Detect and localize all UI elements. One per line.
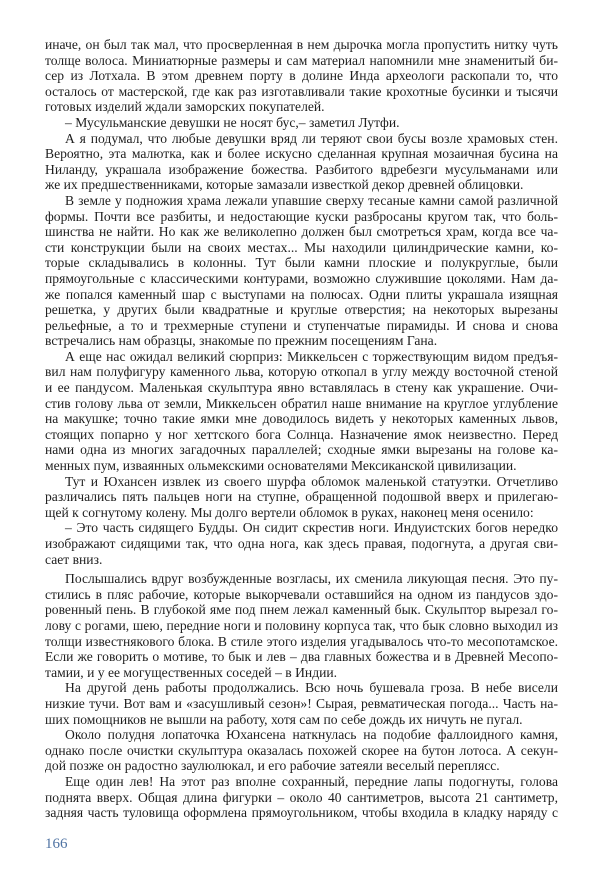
text-line: сер из Лотхала. В этом древнем порту в долине Инда археологи раскопали то, что [45,68,558,84]
text-line: сает вниз. [45,551,103,567]
text-line: нами одна из многих загадочных параллелей; сходные ямки вырезаны на голове ка- [45,442,558,458]
text-line: на макушке; точно такие ямки мне доводилось видеть у некоторых каменных львов, [45,411,558,427]
text-line: В земле у подножия храма лежали упавшие сверху тесаные камни самой различной [65,192,558,208]
text-line: Послышались вдруг возбужденные возгласы, их сменила ликующая песня. Это пу- [65,571,558,587]
text-line: тамии, и у ее могущественных соседей – в Индии. [45,664,338,680]
paragraph [45,774,558,821]
page-body-text [45,37,558,821]
text-line: поднята вверх. Общая длина фигурки – около 40 сантиметров, высота 21 сантиметр, [45,789,558,805]
text-line: лову с рогами, шею, передние ноги и половину корпуса так, что бык словно выходил из [45,617,558,633]
paragraph [45,727,558,774]
text-line: Если же говорить о мотиве, то бык и лев – два главных божества и в Древней Месопо- [45,649,558,665]
text-line: сти конструкции были на своих местах... Мы находили цилиндрические камни, ко- [45,239,558,255]
text-line: готовых изделий ждали заморских покупателей. [45,99,325,115]
text-line: ших помощников не вышли на работу, хотя сам по себе дождь их ничуть не пугал. [45,711,523,727]
text-line: стоящих попарно у ног хеттского бога Солнца. Назначение ямок неизвестно. Перед [45,426,558,442]
paragraph [45,680,558,727]
text-line: толще волоса. Миниатюрные размеры и сам материал напомнили мне знаменитый би- [45,52,558,68]
text-line: различались пять пальцев ноги на ступне, обращенной подошвой вверх и прилегаю- [45,489,558,505]
text-line: ровенный пень. В глубокой яме под пнем лежал каменный бык. Скульптор вырезал го- [45,602,558,618]
text-line: На другой день работы продолжались. Всю ночь бушевала гроза. В небе висели [65,680,558,696]
text-line: Ниланду, украшала изображение божества. Разбитого вдребезги мусульманами или [45,161,558,177]
page-number: 166 [45,836,68,852]
paragraph [45,571,558,680]
text-line: Около полудня лопаточка Юхансена наткнулась на подобие фаллоидного камня, [65,727,558,743]
text-line: осталось от мастерской, где как раз изготавливали такие крохотные бусинки и тысячи [45,83,558,99]
text-line: встречались нам образцы, знакомые по прежним посещениям Гана. [45,333,438,349]
paragraph [45,474,558,521]
text-line: толщи известнякового блока. В стиле этого изделия угадывалось что-то месопотамское. [45,633,558,649]
text-line: Тут и Юхансен извлек из своего шурфа обломок маленькой статуэтки. Отчетливо [65,473,558,489]
paragraph [45,115,558,131]
text-line: А еще нас ожидал великий сюрприз: Миккельсен с торжествующим видом предъя- [65,348,558,364]
text-line: низкие тучи. Вот вам и «засушливый сезон»! Сырая, ревматическая погода... Часть на- [45,695,558,711]
text-line: – Мусульманские девушки не носят бус,– заметил Лутфи. [65,114,400,130]
text-line: и ее пандусом. Маленькая скульптура явно вставлялась в стену как украшение. Очи- [45,380,558,396]
text-line: задняя часть туловища оформлена прямоугольником, чтобы входила в кладку наряду с [45,805,558,821]
text-line: изображают сидящими так, что одна нога, как здесь правая, подогнута, а другая сви- [45,536,558,551]
paragraph [45,37,558,115]
text-line: стились в пляс рабочие, которые выкорчевали оставшийся на одном из пандусов здо- [45,586,558,602]
text-line: – Это часть сидящего Будды. Он сидит скрестив ноги. Индуистских богов нередко [65,520,558,536]
text-line: Вероятно, эта малютка, как и более искусно сделанная крупная мозаичная бусина на [45,146,558,162]
paragraph [45,520,558,567]
paragraph [45,193,558,349]
text-line: шинства не найти. Но как же великолепно должен был смотреться храм, когда все ча- [45,224,558,240]
text-line: иначе, он был так мал, что просверленная в нем дырочка могла пропустить нитку чуть [45,37,558,52]
text-line: прямоугольные с классическими контурами, возможно служившие цоколями. Нам да- [45,270,558,286]
text-line: же попался каменный шар с выступами на полюсах. Одни плиты украшала изящная [45,286,558,302]
text-line: А я подумал, что любые девушки вряд ли теряют свои бусы возле храмовых стен. [65,130,558,146]
text-line: менных пум, изваянных ольмекскими основателями Мексиканской цивилизации. [45,458,517,474]
text-line: дой позже он радостно заулюлюкал, и его рабочие затеяли веселый переплясс. [45,758,500,774]
text-line: однако после очистки скульптура оказалась похожей скорее на бутон лотоса. А секун- [45,742,558,758]
text-line: Еще один лев! На этот раз вполне сохранный, передние лапы подогнуты, голова [65,773,558,789]
text-line: щей к согнутому колену. Мы долго вертели обломок в руках, наконец меня осенило: [45,504,534,520]
paragraph [45,131,558,193]
text-line: же их предшественниками, которые замазали известкой декор древней облицовки. [45,177,524,193]
text-line: стив голову льва от земли, Миккельсен обратил наше внимание на круглое углубление [45,395,558,411]
text-line: вил нам полуфигуру каменного льва, которую откопал в углу между восточной стеной [45,364,558,380]
text-line: торые складывались в колонны. Тут были камни плоские и полукруглые, были [45,255,558,271]
paragraph [45,349,558,474]
text-line: формы. Почти все разбиты, и недостающие куски разбросаны кругом так, что боль- [45,208,558,224]
text-line: решетка, у других были квадратные и круглые отверстия; на некоторых вырезаны [45,302,558,318]
text-line: рельефные, а то и трехмерные ступени и ступенчатые пирамиды. И снова и снова [45,317,558,333]
